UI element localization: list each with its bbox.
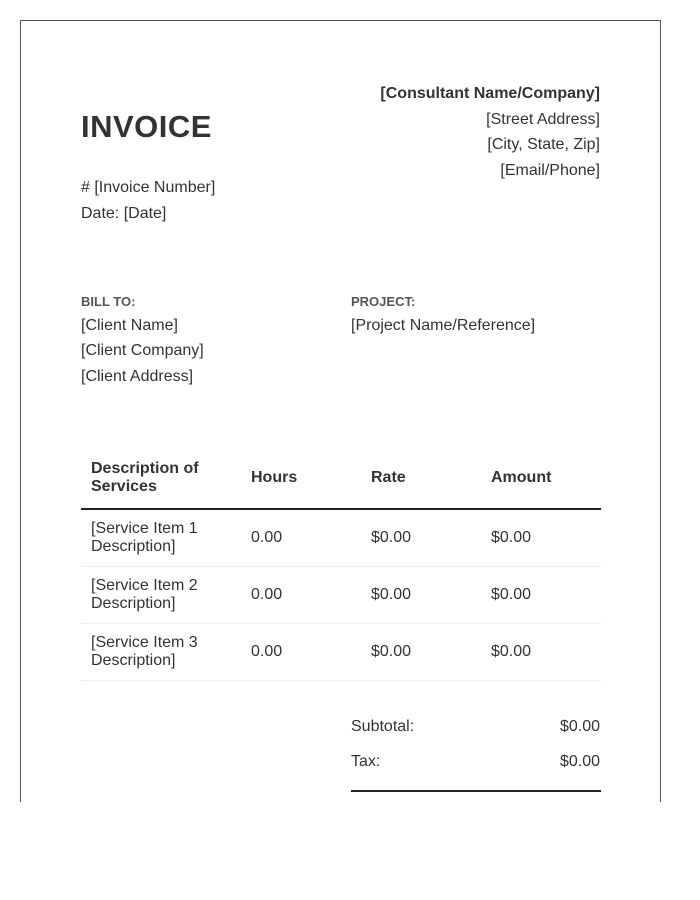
services-table (81, 450, 601, 681)
client-name: [Client Name] (81, 317, 178, 334)
consultant-street: [Street Address] (486, 111, 600, 128)
row-hours: 0.00 (241, 567, 361, 624)
invoice-number: # [Invoice Number] (81, 179, 216, 196)
consultant-city: [City, State, Zip] (487, 136, 600, 153)
table-row (81, 567, 601, 624)
project-label: PROJECT: (351, 294, 416, 309)
row-amount: $0.00 (481, 567, 601, 624)
row-description: [Service Item 1 Description] (81, 509, 241, 567)
table-row (81, 509, 601, 567)
bill-to-label: BILL TO: (81, 294, 136, 309)
invoice-date: Date: [Date] (81, 205, 167, 222)
totals-divider (351, 790, 601, 792)
row-description: [Service Item 2 Description] (81, 567, 241, 624)
table-header-row (81, 450, 601, 509)
header-amount: Amount (481, 450, 601, 509)
tax-label: Tax: (351, 753, 381, 770)
client-address: [Client Address] (81, 368, 194, 385)
row-rate: $0.00 (361, 509, 481, 567)
subtotal-label: Subtotal: (351, 718, 415, 735)
row-rate: $0.00 (361, 624, 481, 681)
header-hours: Hours (241, 450, 361, 509)
subtotal-value: $0.00 (559, 718, 600, 735)
invoice-title: INVOICE (81, 109, 212, 144)
consultant-name: [Consultant Name/Company] (380, 85, 600, 102)
row-hours: 0.00 (241, 509, 361, 567)
row-description: [Service Item 3 Description] (81, 624, 241, 681)
consultant-contact: [Email/Phone] (500, 162, 600, 179)
table-row (81, 624, 601, 681)
tax-value: $0.00 (559, 753, 600, 770)
row-amount: $0.00 (481, 624, 601, 681)
client-company: [Client Company] (81, 342, 204, 359)
header-description: Description of Services (81, 450, 241, 509)
invoice-sheet (20, 20, 661, 802)
header-rate: Rate (361, 450, 481, 509)
row-rate: $0.00 (361, 567, 481, 624)
row-amount: $0.00 (481, 509, 601, 567)
row-hours: 0.00 (241, 624, 361, 681)
project-reference: [Project Name/Reference] (351, 317, 536, 334)
